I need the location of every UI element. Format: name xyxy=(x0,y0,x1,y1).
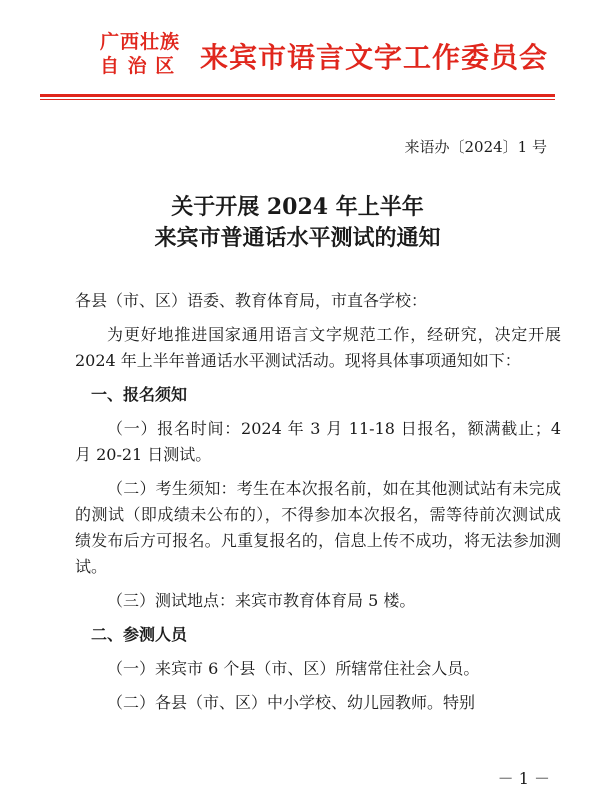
page-number: － 1 － xyxy=(497,769,550,788)
org-region-line1: 广西壮族 xyxy=(100,31,181,53)
red-divider-thin xyxy=(40,99,555,100)
salutation: 各县（市、区）语委、教育体育局，市直各学校： xyxy=(75,291,428,310)
section-heading-registration: 一、报名须知 xyxy=(91,385,188,404)
letterhead xyxy=(0,0,595,110)
registration-time-item: （一）报名时间：2024 年 3 月 11-18 日报名，额满截止；4 月 20-21 日测试。 xyxy=(75,419,561,464)
document-title xyxy=(0,192,595,254)
intro-paragraph: 为更好地推进国家通用语言文字规范工作，经研究，决定开展 2024 年上半年普通话水平测试活动。现将具体事项通知如下： xyxy=(75,325,561,370)
participants-item-2: （二）各县（市、区）中小学校、幼儿园教师。特别 xyxy=(107,693,476,712)
org-region-line2: 自 治 区 xyxy=(100,55,176,77)
participants-item-1: （一）来宾市 6 个县（市、区）所辖常住社会人员。 xyxy=(107,659,480,678)
red-divider-thick xyxy=(40,94,555,97)
org-region xyxy=(100,30,180,78)
section-heading-participants: 二、参测人员 xyxy=(91,625,188,644)
title-line1: 关于开展 2024 年上半年 xyxy=(171,194,424,220)
document-body xyxy=(75,288,561,724)
document-number: 来语办〔2024〕1 号 xyxy=(404,138,547,156)
test-location-item: （三）测试地点：来宾市教育体育局 5 楼。 xyxy=(107,591,416,610)
title-line2: 来宾市普通话水平测试的通知 xyxy=(154,225,441,251)
candidate-notice-item: （二）考生须知：考生在本次报名前，如在其他测试站有未完成的测试（即成绩未公布的），不得参加本次报名，需等待前次测试成绩发布后方可报名。凡重复报名的，信息上传不成功，将无法参加测试。 xyxy=(75,479,561,576)
org-name: 来宾市语言文字工作委员会 xyxy=(200,41,549,74)
